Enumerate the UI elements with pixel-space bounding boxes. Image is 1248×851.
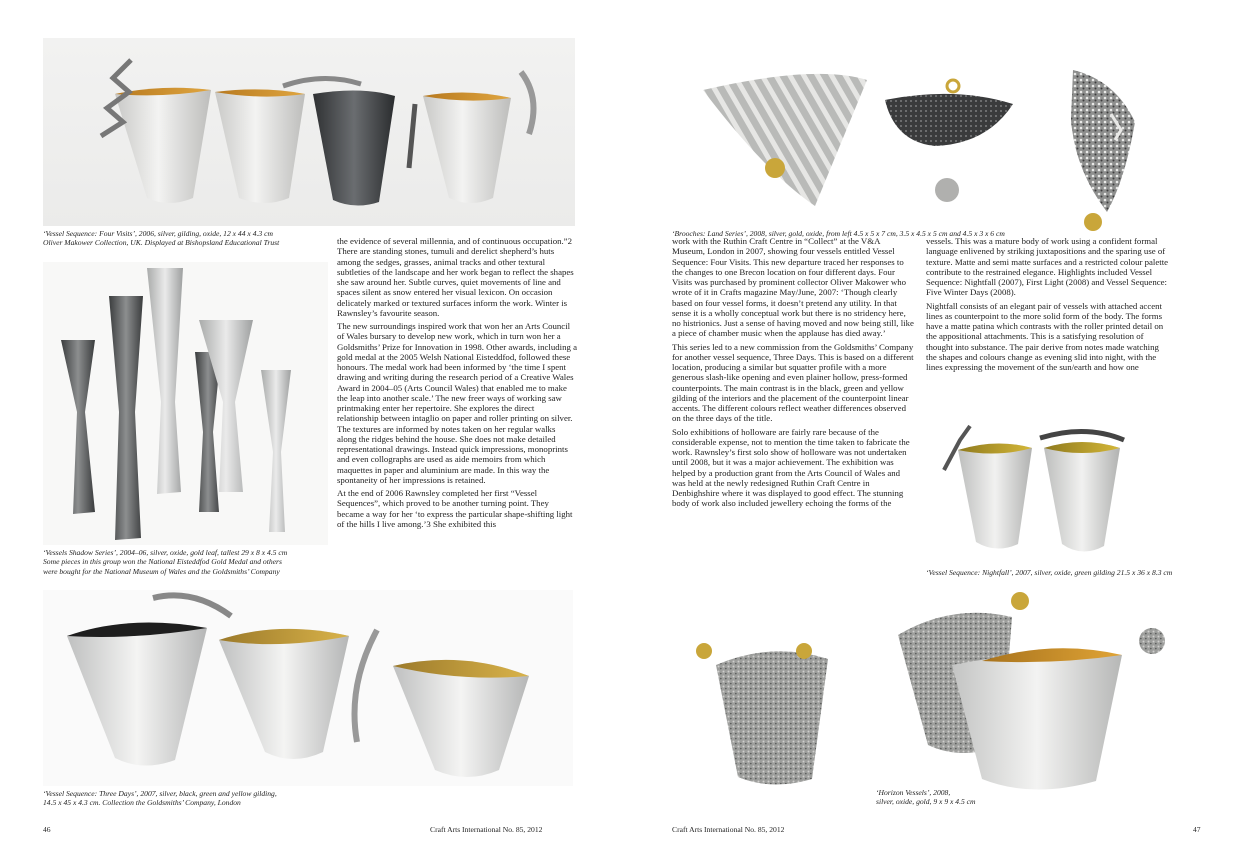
paragraph: work with the Ruthin Craft Centre in “Collect” at the V&A Museum, London in 2007, showing four vessels entitled Vessel Sequence: Four Visits. This new departure traced her responses to the changes to one Brecon location on four different days. Four Visits was purchased by prominent collector Oliver Makower who wrote of it in Crafts magazine May/June, 2007: ‘Though clearly based on four vessel forms, it doesn’t pretend any utility. In that sense it is a wholly conceptual work but there is no stridency here, no histrionics. Just a sense of having moved and now being still, like a piece of chamber music when the applause has died away.’	[672, 236, 914, 339]
brooches-photo	[695, 60, 1203, 250]
right-running-head: Craft Arts International No. 85, 2012	[672, 825, 785, 834]
horizon-vessels-caption: ‘Horizon Vessels’, 2008, silver, oxide, gold, 9 x 9 x 4.5 cm	[876, 788, 976, 807]
four-visits-photo	[43, 38, 575, 226]
horizon-vessels-photo	[682, 585, 1182, 805]
paragraph: Solo exhibitions of holloware are fairly rare because of the considerable expense, not to mention the time taken to fabricate the work. Rawnsley’s first solo show of holloware was not undertaken until 2008, but it was a major achievement. The exhibition was helped by a production grant from the Arts Council of Wales and was held at the newly redesigned Ruthin Craft Centre in Denbighshire where it was displayed to good effect. The stunning body of work also included jewellery echoing the forms of the	[672, 426, 910, 509]
paragraph: This series led to a new commission from the Goldsmiths’ Company for another vessel sequence, Three Days. This is based on a different location, producing a similar but squatter profile with a more generous slash-like opening and even plainer hollow, press-formed counterpoints. The main contrast is in the black, green and yellow gilding of the interiors and the placement of the counterpoint linear accents. The different colours reflect weather differences observed on the three days of the title.	[672, 341, 914, 424]
left-page-number: 46	[43, 825, 51, 834]
article-middle-column	[672, 236, 915, 512]
right-page-number: 47	[1193, 825, 1201, 834]
left-running-head: Craft Arts International No. 85, 2012	[430, 825, 543, 834]
nightfall-caption: ‘Vessel Sequence: Nightfall’, 2007, silver, oxide, green gilding 21.5 x 36 x 8.3 cm	[926, 568, 1173, 577]
shadow-vessels-photo	[43, 262, 328, 545]
article-right-column	[926, 236, 1170, 375]
paragraph: vessels. This was a mature body of work using a confident formal language enlivened by striking juxtapositions and the sparing use of texture. Matte and semi matte surfaces and a restricted colour palette contribute to the restrained elegance. Highlights included Vessel Sequence: Nightfall (2007), First Light (2008) and Vessel Sequence: Five Winter Days (2008).	[926, 236, 1169, 298]
four-visits-caption: ‘Vessel Sequence: Four Visits’, 2006, silver, gilding, oxide, 12 x 44 x 4.3 cm Oliver Makower Collection, UK. Displayed at Bishopsland Educational Trust	[43, 229, 280, 248]
brooches-caption: ‘Brooches: Land Series’, 2008, silver, gold, oxide, from left 4.5 x 5 x 7 cm, 3.5 x 4.5 x 5 cm and 4.5 x 3 x 6 cm	[672, 229, 1005, 238]
shadow-vessels-caption: ‘Vessels Shadow Series’, 2004–06, silver, oxide, gold leaf, tallest 29 x 8 x 4.5 cm Some pieces in this group won the National Eisteddfod Gold Medal and others were bought for the National Museum of Wales and the Goldsmiths’ Company	[43, 548, 288, 576]
paragraph: The new surroundings inspired work that won her an Arts Council of Wales bursary to develop new work, which in turn won her a Goldsmiths’ Prize for Innovation in 1998. Other awards, including a gold medal at the 2005 Welsh National Eisteddfod, followed these honours. The medal work had been informed by ‘the time I spent drawing and writing during the research period of a Creative Wales Award in 2004–05 (Arts Council Wales) that enabled me to make the leap into another scale.’ The new freer ways of working saw printmaking enter her repertoire. She explores the direct relationship between intaglio on paper and roller printing on silver. The textures are informed by notes taken on her regular walks along the ridges behind the house. She does not make detailed representational drawings. Instead quick impressions, monoprints and even collographs are used as aide memoirs from which maquettes in paper and aluminium are made. In this way the spontaneity of her impressions is retained.	[337, 321, 577, 485]
nightfall-photo	[930, 420, 1138, 562]
three-days-photo	[43, 590, 573, 786]
three-days-caption: ‘Vessel Sequence: Three Days’, 2007, silver, black, green and yellow gilding, 14.5 x 45 x 4.3 cm. Collection the Goldsmiths’ Company, London	[43, 789, 277, 808]
paragraph: Nightfall consists of an elegant pair of vessels with attached accent lines as counterpoint to the more solid form of the body. The forms have a matte patina which contrasts with the roller printed detail on the appositional attachments. This is a satisfying resolution of thought into substance. The pair derive from notes made watching the shapes and colours change as evening slid into night, with the lines expressing the movement of the sun/earth and how one	[926, 300, 1164, 372]
paragraph: the evidence of several millennia, and of continuous occupation.”2 There are standing stones, tumuli and derelict shepherd’s huts among the sedges, grasses, animal tracks and other textural subtleties of the landscape and her work began to reflect the shapes she saw around her. Subtle curves, quiet movements of line and spaces silent as snow entered her visual lexicon. On occasion delicately marked or textured surfaces inform the work. Winter is Rawnsley’s favourite season.	[337, 236, 574, 318]
paragraph: At the end of 2006 Rawnsley completed her first “Vessel Sequences”, which proved to be another turning point. They became a way for her ‘to express the particular shape-shifting light of the hills I live among.’3 She exhibited this	[337, 488, 573, 529]
article-left-column	[337, 236, 577, 532]
